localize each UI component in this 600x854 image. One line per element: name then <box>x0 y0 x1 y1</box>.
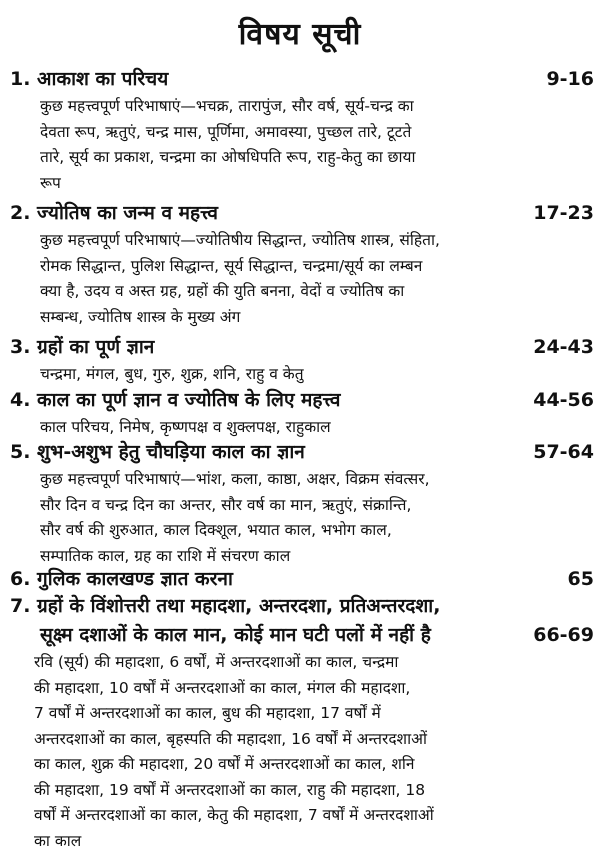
description-line: कुछ महत्त्वपूर्ण परिभाषाएं—भचक्र, तारापुंज, सौर वर्ष, सूर्य-चन्द्र का <box>40 94 580 120</box>
toc-entry-pages: 17-23 <box>533 198 594 228</box>
toc-entry-description <box>40 94 580 196</box>
description-line: कुछ महत्त्वपूर्ण परिभाषाएं—ज्योतिषीय सिद्धान्त, ज्योतिष शास्त्र, संहिता, <box>40 228 580 254</box>
description-line: कुछ महत्त्वपूर्ण परिभाषाएं—भांश, कला, काष्ठा, अक्षर, विक्रम संवत्सर, <box>40 467 580 493</box>
toc-entry-heading: 4. काल का पूर्ण ज्ञान व ज्योतिष के लिए महत्त्व <box>10 385 340 415</box>
toc-entry-7 <box>10 592 596 854</box>
toc-entry-pages: 66-69 <box>533 621 594 650</box>
description-line: सम्बन्ध, ज्योतिष शास्त्र के मुख्य अंग <box>40 305 580 331</box>
toc-entry-description <box>40 362 580 388</box>
description-line: काल परिचय, निमेष, कृष्णपक्ष व शुक्लपक्ष, राहुकाल <box>40 415 580 441</box>
description-line: की महादशा, 10 वर्षों में अन्तरदशाओं का काल, मंगल की महादशा, <box>34 676 584 702</box>
description-line: सौर वर्ष की शुरुआत, काल दिक्शूल, भयात काल, भभोग काल, <box>40 518 580 544</box>
toc-entry-pages: 44-56 <box>533 385 594 415</box>
toc-entry-pages: 24-43 <box>533 332 594 362</box>
description-line: तारे, सूर्य का प्रकाश, चन्द्रमा का ओषधिपति रूप, राहु-केतु का छाया <box>40 145 580 171</box>
toc-entry-heading: 5. शुभ-अशुभ हेतु चौघड़िया काल का ज्ञान <box>10 437 305 467</box>
toc-entry-pages: 65 <box>568 564 594 594</box>
toc-entry-heading: 7. ग्रहों के विंशोत्तरी तथा महादशा, अन्तरदशा, प्रतिअन्तरदशा, <box>10 592 440 621</box>
toc-entry-1 <box>10 64 596 196</box>
description-line: 7 वर्षों में अन्तरदशाओं का काल, बुध की महादशा, 17 वर्षों में <box>34 701 584 727</box>
toc-entry-heading: 6. गुलिक कालखण्ड ज्ञात करना <box>10 564 233 594</box>
toc-entry-pages: 9-16 <box>546 64 594 94</box>
description-line: की महादशा, 19 वर्षों में अन्तरदशाओं का काल, राहु की महादशा, 18 <box>34 778 584 804</box>
toc-entry-pages: 57-64 <box>533 437 594 467</box>
toc-entry-heading: 1. आकाश का परिचय <box>10 64 168 94</box>
description-line: क्या है, उदय व अस्त ग्रह, ग्रहों की युति बनना, वेदों व ज्योतिष का <box>40 279 580 305</box>
description-line: रोमक सिद्धान्त, पुलिश सिद्धान्त, सूर्य सिद्धान्त, चन्द्रमा/सूर्य का लम्बन <box>40 254 580 280</box>
toc-entry-heading-continued: सूक्ष्म दशाओं के काल मान, कोई मान घटी पलों में नहीं है <box>40 621 431 650</box>
description-line: अन्तरदशाओं का काल, बृहस्पति की महादशा, 16 वर्षों में अन्तरदशाओं <box>34 727 584 753</box>
toc-entry-3 <box>10 332 596 388</box>
toc-entry-4 <box>10 385 596 441</box>
description-line: रवि (सूर्य) की महादशा, 6 वर्षों, में अन्तरदशाओं का काल, चन्द्रमा <box>34 650 584 676</box>
description-line: सौर दिन व चन्द्र दिन का अन्तर, सौर वर्ष का मान, ऋतुएं, संक्रान्ति, <box>40 493 580 519</box>
page-title: विषय सूची <box>0 12 600 53</box>
toc-entry-heading: 3. ग्रहों का पूर्ण ज्ञान <box>10 332 154 362</box>
toc-entry-description <box>40 467 580 569</box>
description-line: का काल <box>34 829 584 854</box>
toc-entry-5 <box>10 437 596 569</box>
description-line: चन्द्रमा, मंगल, बुध, गुरु, शुक्र, शनि, राहु व केतु <box>40 362 580 388</box>
description-line: वर्षों में अन्तरदशाओं का काल, केतु की महादशा, 7 वर्षों में अन्तरदशाओं <box>34 803 584 829</box>
description-line: का काल, शुक्र की महादशा, 20 वर्षों में अन्तरदशाओं का काल, शनि <box>34 752 584 778</box>
description-line: रूप <box>40 171 580 197</box>
toc-entry-heading: 2. ज्योतिष का जन्म व महत्त्व <box>10 198 218 228</box>
description-line: सम्पातिक काल, ग्रह का राशि में संचरण काल <box>40 544 580 570</box>
toc-entry-description <box>40 228 580 330</box>
toc-entry-6 <box>10 564 596 594</box>
toc-entry-description <box>34 650 584 854</box>
description-line: देवता रूप, ऋतुएं, चन्द्र मास, पूर्णिमा, अमावस्या, पुच्छल तारे, टूटते <box>40 120 580 146</box>
toc-entry-2 <box>10 198 596 330</box>
